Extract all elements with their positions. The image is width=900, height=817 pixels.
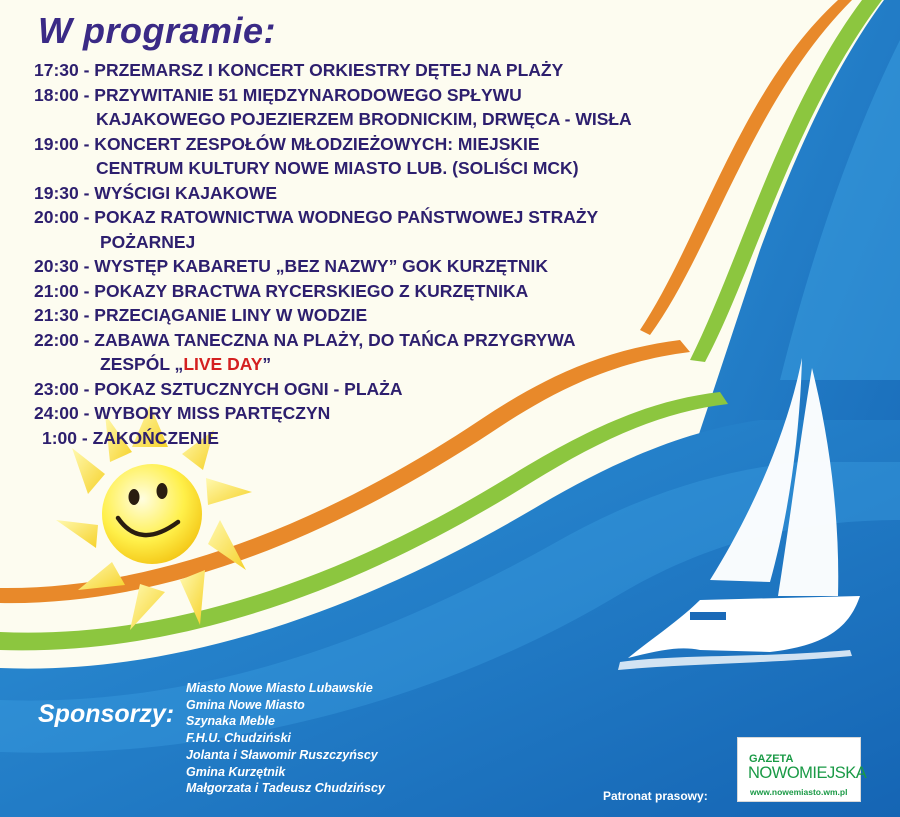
schedule-line: 21:30 - PRZECIĄGANIE LINY W WODZIE <box>34 305 368 325</box>
schedule-line: 1:00 - ZAKOŃCZENIE <box>42 427 219 448</box>
sponsors-heading: Sponsorzy: <box>38 700 175 728</box>
schedule-line: CENTRUM KULTURY NOWE MIASTO LUB. (SOLIŚCI MCK) <box>96 158 579 178</box>
schedule-list <box>34 58 634 450</box>
schedule-item <box>34 401 634 426</box>
logo-main: NOWOMIEJSKA <box>748 764 867 782</box>
schedule-item <box>34 377 634 402</box>
band-suffix: ” <box>262 354 272 374</box>
sponsor-item: F.H.U. Chudziński <box>186 731 291 746</box>
logo-url: www.nowemiasto.wm.pl <box>750 787 848 797</box>
schedule-item <box>34 426 634 451</box>
schedule-item <box>34 132 634 181</box>
patronat-label: Patronat prasowy: <box>603 789 708 803</box>
schedule-line: POŻARNEJ <box>100 231 196 252</box>
schedule-line: 19:30 - WYŚCIGI KAJAKOWE <box>34 182 278 203</box>
schedule-item <box>34 254 634 279</box>
schedule-item <box>34 181 634 206</box>
schedule-line <box>34 352 634 377</box>
schedule-line: 20:30 - WYSTĘP KABARETU „BEZ NAZWY” GOK KURZĘTNIK <box>34 256 549 276</box>
page-title: W programie: <box>38 10 277 51</box>
schedule-line: 20:00 - POKAZ RATOWNICTWA WODNEGO PAŃSTWOWEJ STRAŻY <box>34 207 599 227</box>
schedule-item <box>34 83 634 132</box>
sponsor-item: Małgorzata i Tadeusz Chudzińscy <box>186 781 385 796</box>
sponsor-item: Miasto Nowe Miasto Lubawskie <box>186 681 373 695</box>
schedule-line: 21:00 - POKAZY BRACTWA RYCERSKIEGO Z KURZĘTNIKA <box>34 280 529 301</box>
sponsor-item: Gmina Kurzętnik <box>186 764 286 779</box>
schedule-line: 19:00 - KONCERT ZESPOŁÓW MŁODZIEŻOWYCH: MIEJSKIE <box>34 133 540 154</box>
sponsor-item: Szynaka Meble <box>186 714 275 729</box>
schedule-item <box>34 279 634 304</box>
band-name: LIVE DAY <box>183 354 263 374</box>
schedule-line: 22:00 - ZABAWA TANECZNA NA PLAŻY, DO TAŃCA PRZYGRYWA <box>34 329 576 350</box>
gazeta-logo <box>737 737 867 802</box>
schedule-line: 24:00 - WYBORY MISS PARTĘCZYN <box>34 403 331 423</box>
schedule-line: 18:00 - PRZYWITANIE 51 MIĘDZYNARODOWEGO SPŁYWU <box>34 84 522 105</box>
sponsor-item: Jolanta i Sławomir Ruszczyńscy <box>186 747 378 762</box>
schedule-line: 23:00 - POKAZ SZTUCZNYCH OGNI - PLAŻA <box>34 378 403 399</box>
sponsor-item: Gmina Nowe Miasto <box>186 697 305 712</box>
schedule-item <box>34 328 634 377</box>
schedule-item <box>34 58 634 83</box>
schedule-line: 17:30 - PRZEMARSZ I KONCERT ORKIESTRY DĘTEJ NA PLAŻY <box>34 60 564 80</box>
schedule-item <box>34 205 634 254</box>
band-prefix: ZESPÓL „ <box>100 354 184 374</box>
sponsors-list <box>186 680 385 797</box>
logo-top: GAZETA <box>749 753 794 765</box>
schedule-line: KAJAKOWEGO POJEZIERZEM BRODNICKIM, DRWĘCA - WISŁA <box>96 109 632 129</box>
schedule-item <box>34 303 634 328</box>
